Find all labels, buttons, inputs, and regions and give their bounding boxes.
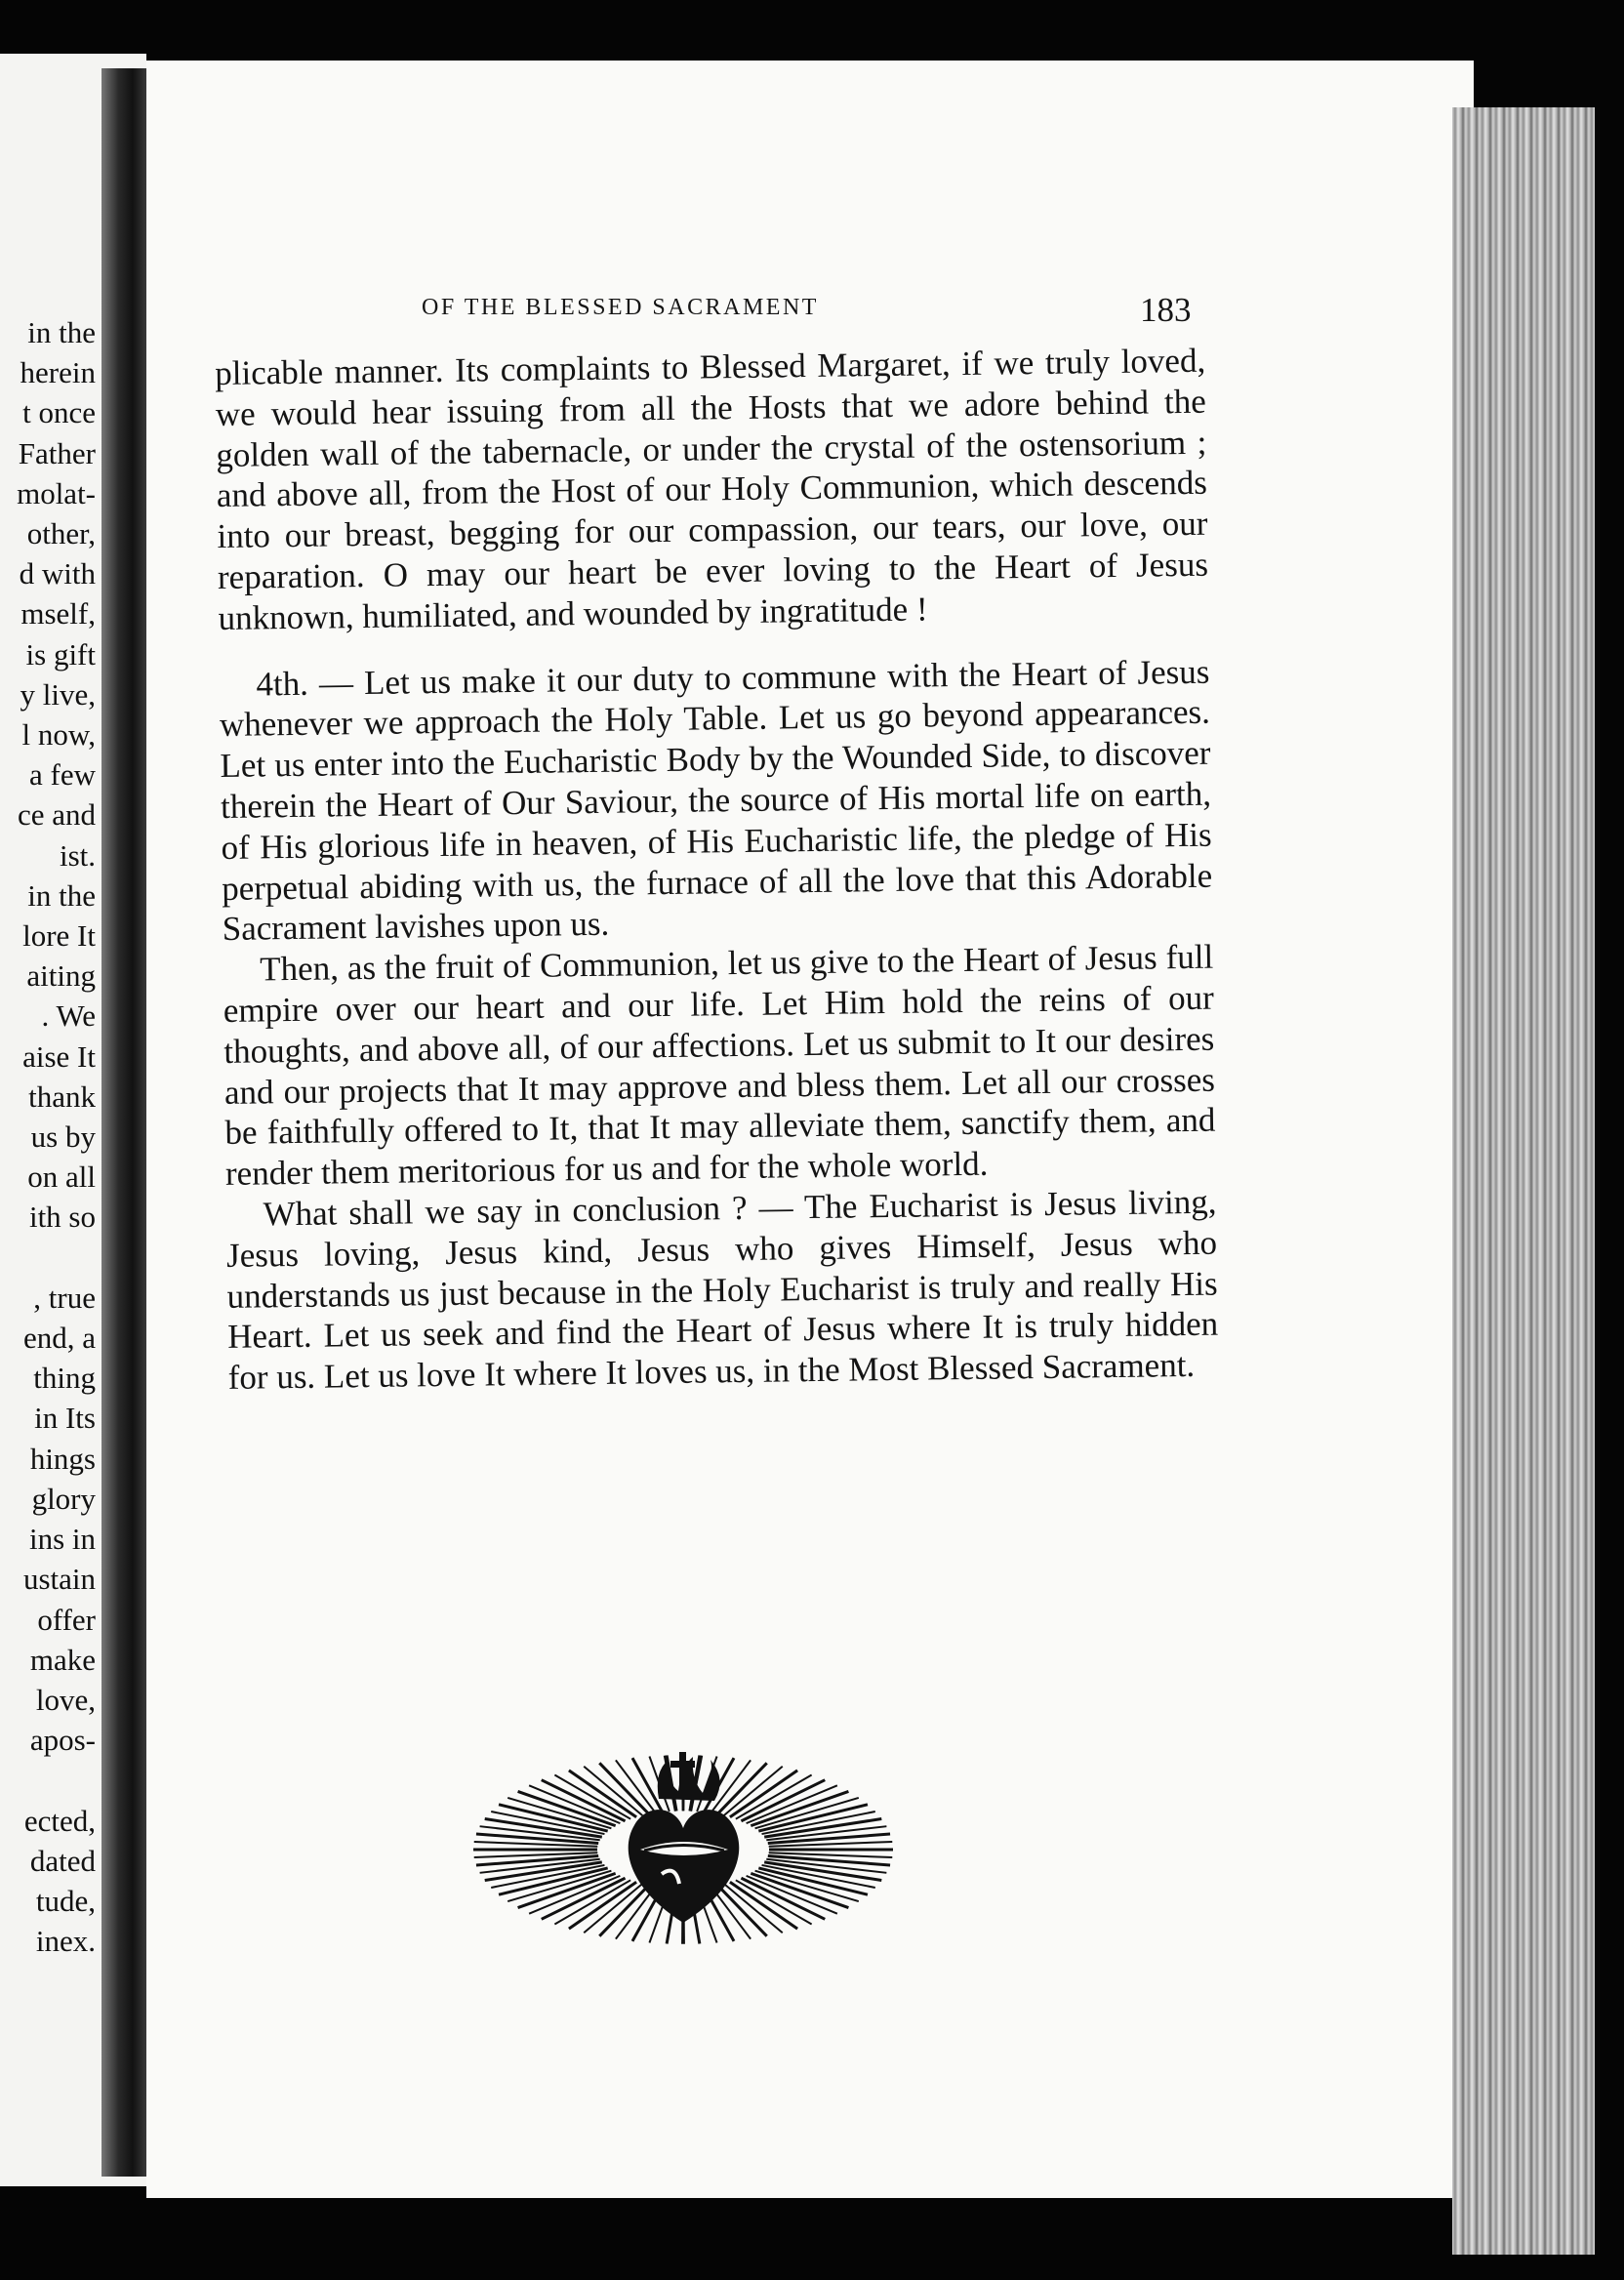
left-page-line: . We (41, 998, 96, 1034)
left-page-line: ith so (28, 1200, 96, 1235)
left-page-line: d with (19, 556, 96, 591)
paragraph-3: Then, as the fruit of Communion, let us give to the Heart of Jesus full empire over our heart and our life. Let Him hold the reins of our thoughts, and above all, of our affections. Let us submit to It our desires and our projects that It may approve and bless them. Let all our crosses be faithfully offered to It, that It may alleviate them, sanctify them, and render them meritorious for us and for the whole world. (223, 937, 1216, 1194)
left-page-line: , true (33, 1280, 96, 1315)
left-page-line: ce and (17, 797, 96, 833)
left-page-line: apos- (29, 1723, 96, 1758)
left-page-line: make (29, 1642, 96, 1677)
paragraph-4: What shall we say in conclusion ? — The Eucharist is Jesus living, Jesus loving, Jesus kind, Jesus who gives Himself, Jesus who understands us just because in the Holy Eucharist is truly and really His Heart. Let us seek and find the Heart of Jesus where It is truly hidden for us. Let us love It where It loves us, in the Most Blessed Sacrament. (225, 1182, 1219, 1398)
left-page-line: tude, (35, 1883, 96, 1918)
left-page-line (17, 1238, 96, 1278)
body-text (215, 341, 1219, 1399)
left-page-line: in the (27, 315, 96, 349)
left-page-line: other, (26, 516, 96, 551)
left-page-line: ected, (23, 1803, 96, 1838)
left-page-line: ist. (59, 837, 96, 873)
left-page-line: l now, (21, 717, 96, 753)
left-page-line: offer (37, 1602, 96, 1637)
left-page-line: herein (20, 355, 96, 390)
page-number: 183 (1140, 291, 1192, 329)
sacred-heart-icon (459, 1752, 908, 1947)
left-page-line: us by (30, 1120, 96, 1155)
running-header: OF THE BLESSED SACRAMENT (422, 295, 819, 320)
left-page-line: t once (22, 395, 96, 430)
left-page-line: love, (35, 1682, 96, 1717)
left-page-line: aise It (22, 1038, 96, 1074)
left-page-line: glory (31, 1481, 96, 1516)
paragraph-1: plicable manner. Its complaints to Blessed Margaret, if we truly loved, we would hear issuing from all the Hosts that we adore behind the golden wall of the tabernacle, or under the crystal of the ostensorium ; and above all, from the Host of our Holy Communion, which descends into our breast, begging for our compassion, our tears, our love, our reparation. O may our heart be ever loving to the Heart of Jesus unknown, humiliated, and wounded by ingratitude ! (215, 341, 1209, 637)
left-page-line: in the (27, 877, 96, 913)
left-page-line (17, 1760, 96, 1800)
left-page-line: molat- (17, 475, 96, 510)
page-edge-stack (1452, 107, 1595, 2255)
left-page-line: y live, (20, 676, 96, 712)
left-page-line: lore It (22, 918, 96, 954)
left-page-line: on all (27, 1160, 96, 1195)
left-page-line: mself, (20, 596, 96, 631)
paragraph-2: 4th. — Let us make it our duty to commune with the Heart of Jesus whenever we approach the Holy Table. Let us go beyond appearances. Let us enter into the Eucharistic Body by the Wounded Side, to discover therein the Heart of Our Saviour, the source of His mortal life on earth, of His glorious life in heaven, of His Eucharistic life, the pledge of His perpetual abiding with us, the furnace of all the love that this Adorable Sacrament lavishes upon us. (219, 652, 1213, 949)
left-page-line: is gift (25, 636, 96, 672)
left-page-text-fragments (17, 312, 96, 1961)
left-page-line: Father (18, 435, 96, 470)
left-page-line: dated (29, 1843, 96, 1878)
left-page-line: aiting (26, 958, 96, 994)
left-page-line: a few (29, 757, 96, 793)
left-page-line: ins in (28, 1522, 96, 1557)
left-page-line: in Its (34, 1401, 96, 1436)
left-page-line: hings (29, 1441, 96, 1476)
left-page-line: end, a (22, 1321, 96, 1356)
left-page-line: thank (28, 1079, 96, 1114)
left-page-line: ustain (22, 1562, 96, 1597)
left-page-line: inex. (35, 1924, 96, 1959)
left-page-line: thing (33, 1361, 96, 1396)
